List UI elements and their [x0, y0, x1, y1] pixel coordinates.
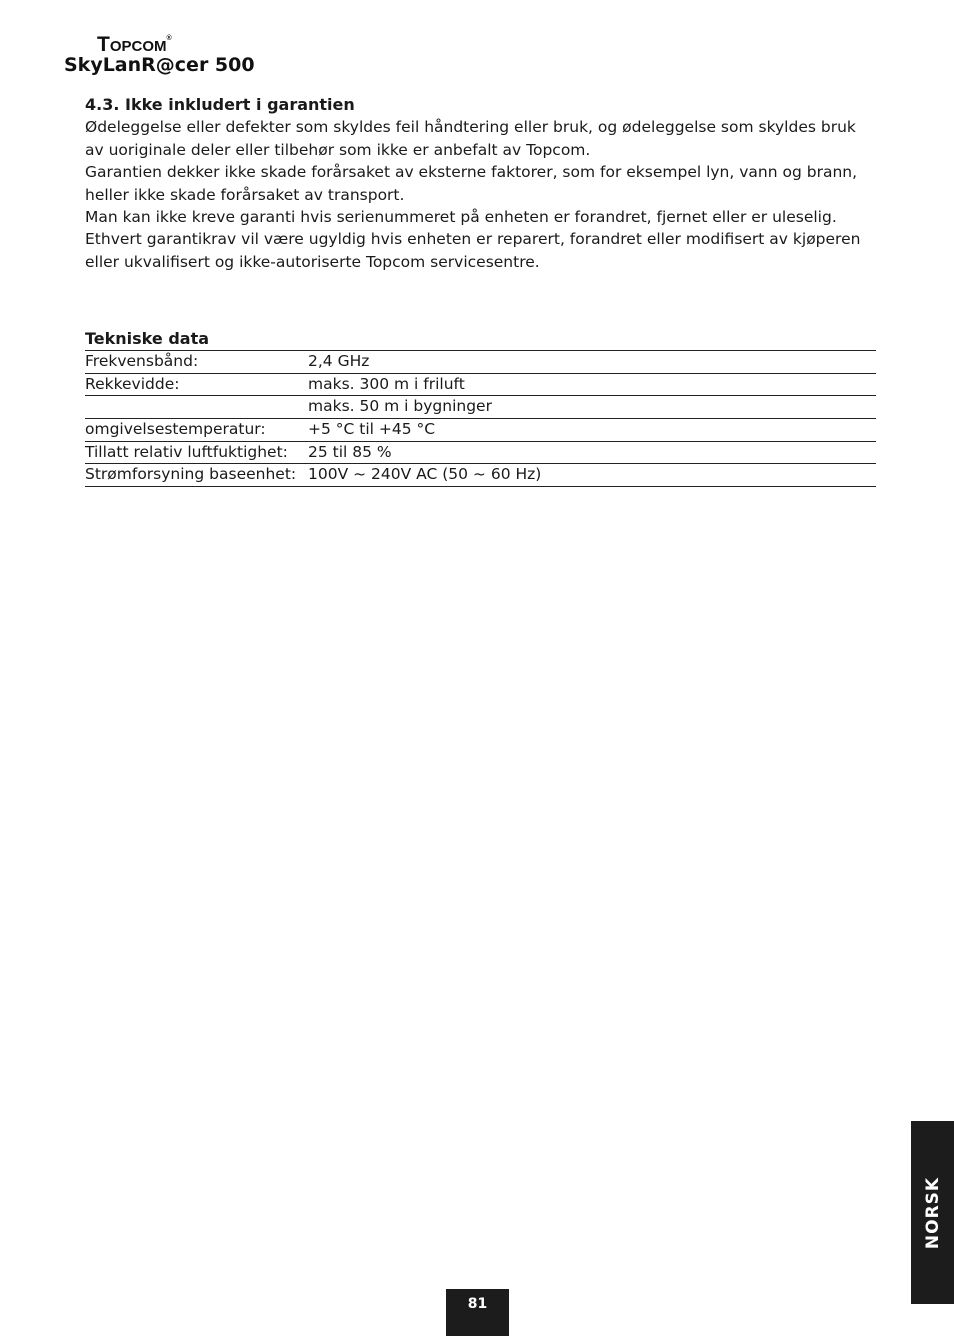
page-number: 81 [446, 1289, 509, 1336]
table-row [85, 419, 876, 442]
page-content [85, 94, 876, 487]
language-tab [911, 1121, 954, 1304]
spec-value: maks. 50 m i bygninger [308, 396, 876, 419]
spec-value: 100V ~ 240V AC (50 ~ 60 Hz) [308, 464, 876, 487]
table-row [85, 464, 876, 487]
spec-label: Strømforsyning baseenhet: [85, 464, 308, 487]
spec-value: 25 til 85 % [308, 441, 876, 464]
specs-table [85, 350, 876, 487]
language-label: NORSK [922, 1176, 943, 1249]
spec-value: +5 °C til +45 °C [308, 419, 876, 442]
table-row [85, 373, 876, 396]
brand-name: Topcom [97, 33, 167, 56]
spec-value: maks. 300 m i friluft [308, 373, 876, 396]
spec-label: Rekkevidde: [85, 373, 308, 396]
spec-label: omgivelsestemperatur: [85, 419, 308, 442]
paragraph: Ethvert garantikrav vil være ugyldig hvis enheten er reparert, forandret eller modifisert av kjøperen eller ukvalifisert og ikke-autoriserte Topcom servicesentre. [85, 230, 861, 271]
spec-label: Frekvensbånd: [85, 351, 308, 374]
table-row [85, 441, 876, 464]
specs-title: Tekniske data [85, 329, 210, 349]
spec-label [85, 396, 308, 419]
table-row [85, 396, 876, 419]
product-name: SkyLanR@cer 500 [64, 54, 255, 76]
registered-mark: ® [166, 35, 172, 42]
spec-value: 2,4 GHz [308, 351, 876, 374]
paragraph: Garantien dekker ikke skade forårsaket av eksterne faktorer, som for eksempel lyn, vann og brann, heller ikke skade forårsaket av transport. [85, 163, 858, 204]
paragraph: Man kan ikke kreve garanti hvis serienummeret på enheten er forandret, fjernet eller er uleselig. [85, 208, 837, 227]
table-row [85, 351, 876, 374]
paragraph: Ødeleggelse eller defekter som skyldes feil håndtering eller bruk, og ødeleggelse som skyldes bruk av uoriginale deler eller tilbehør som ikke er anbefalt av Topcom. [85, 118, 856, 159]
spec-label: Tillatt relativ luftfuktighet: [85, 441, 308, 464]
section-title: 4.3. Ikke inkludert i garantien [85, 95, 355, 114]
